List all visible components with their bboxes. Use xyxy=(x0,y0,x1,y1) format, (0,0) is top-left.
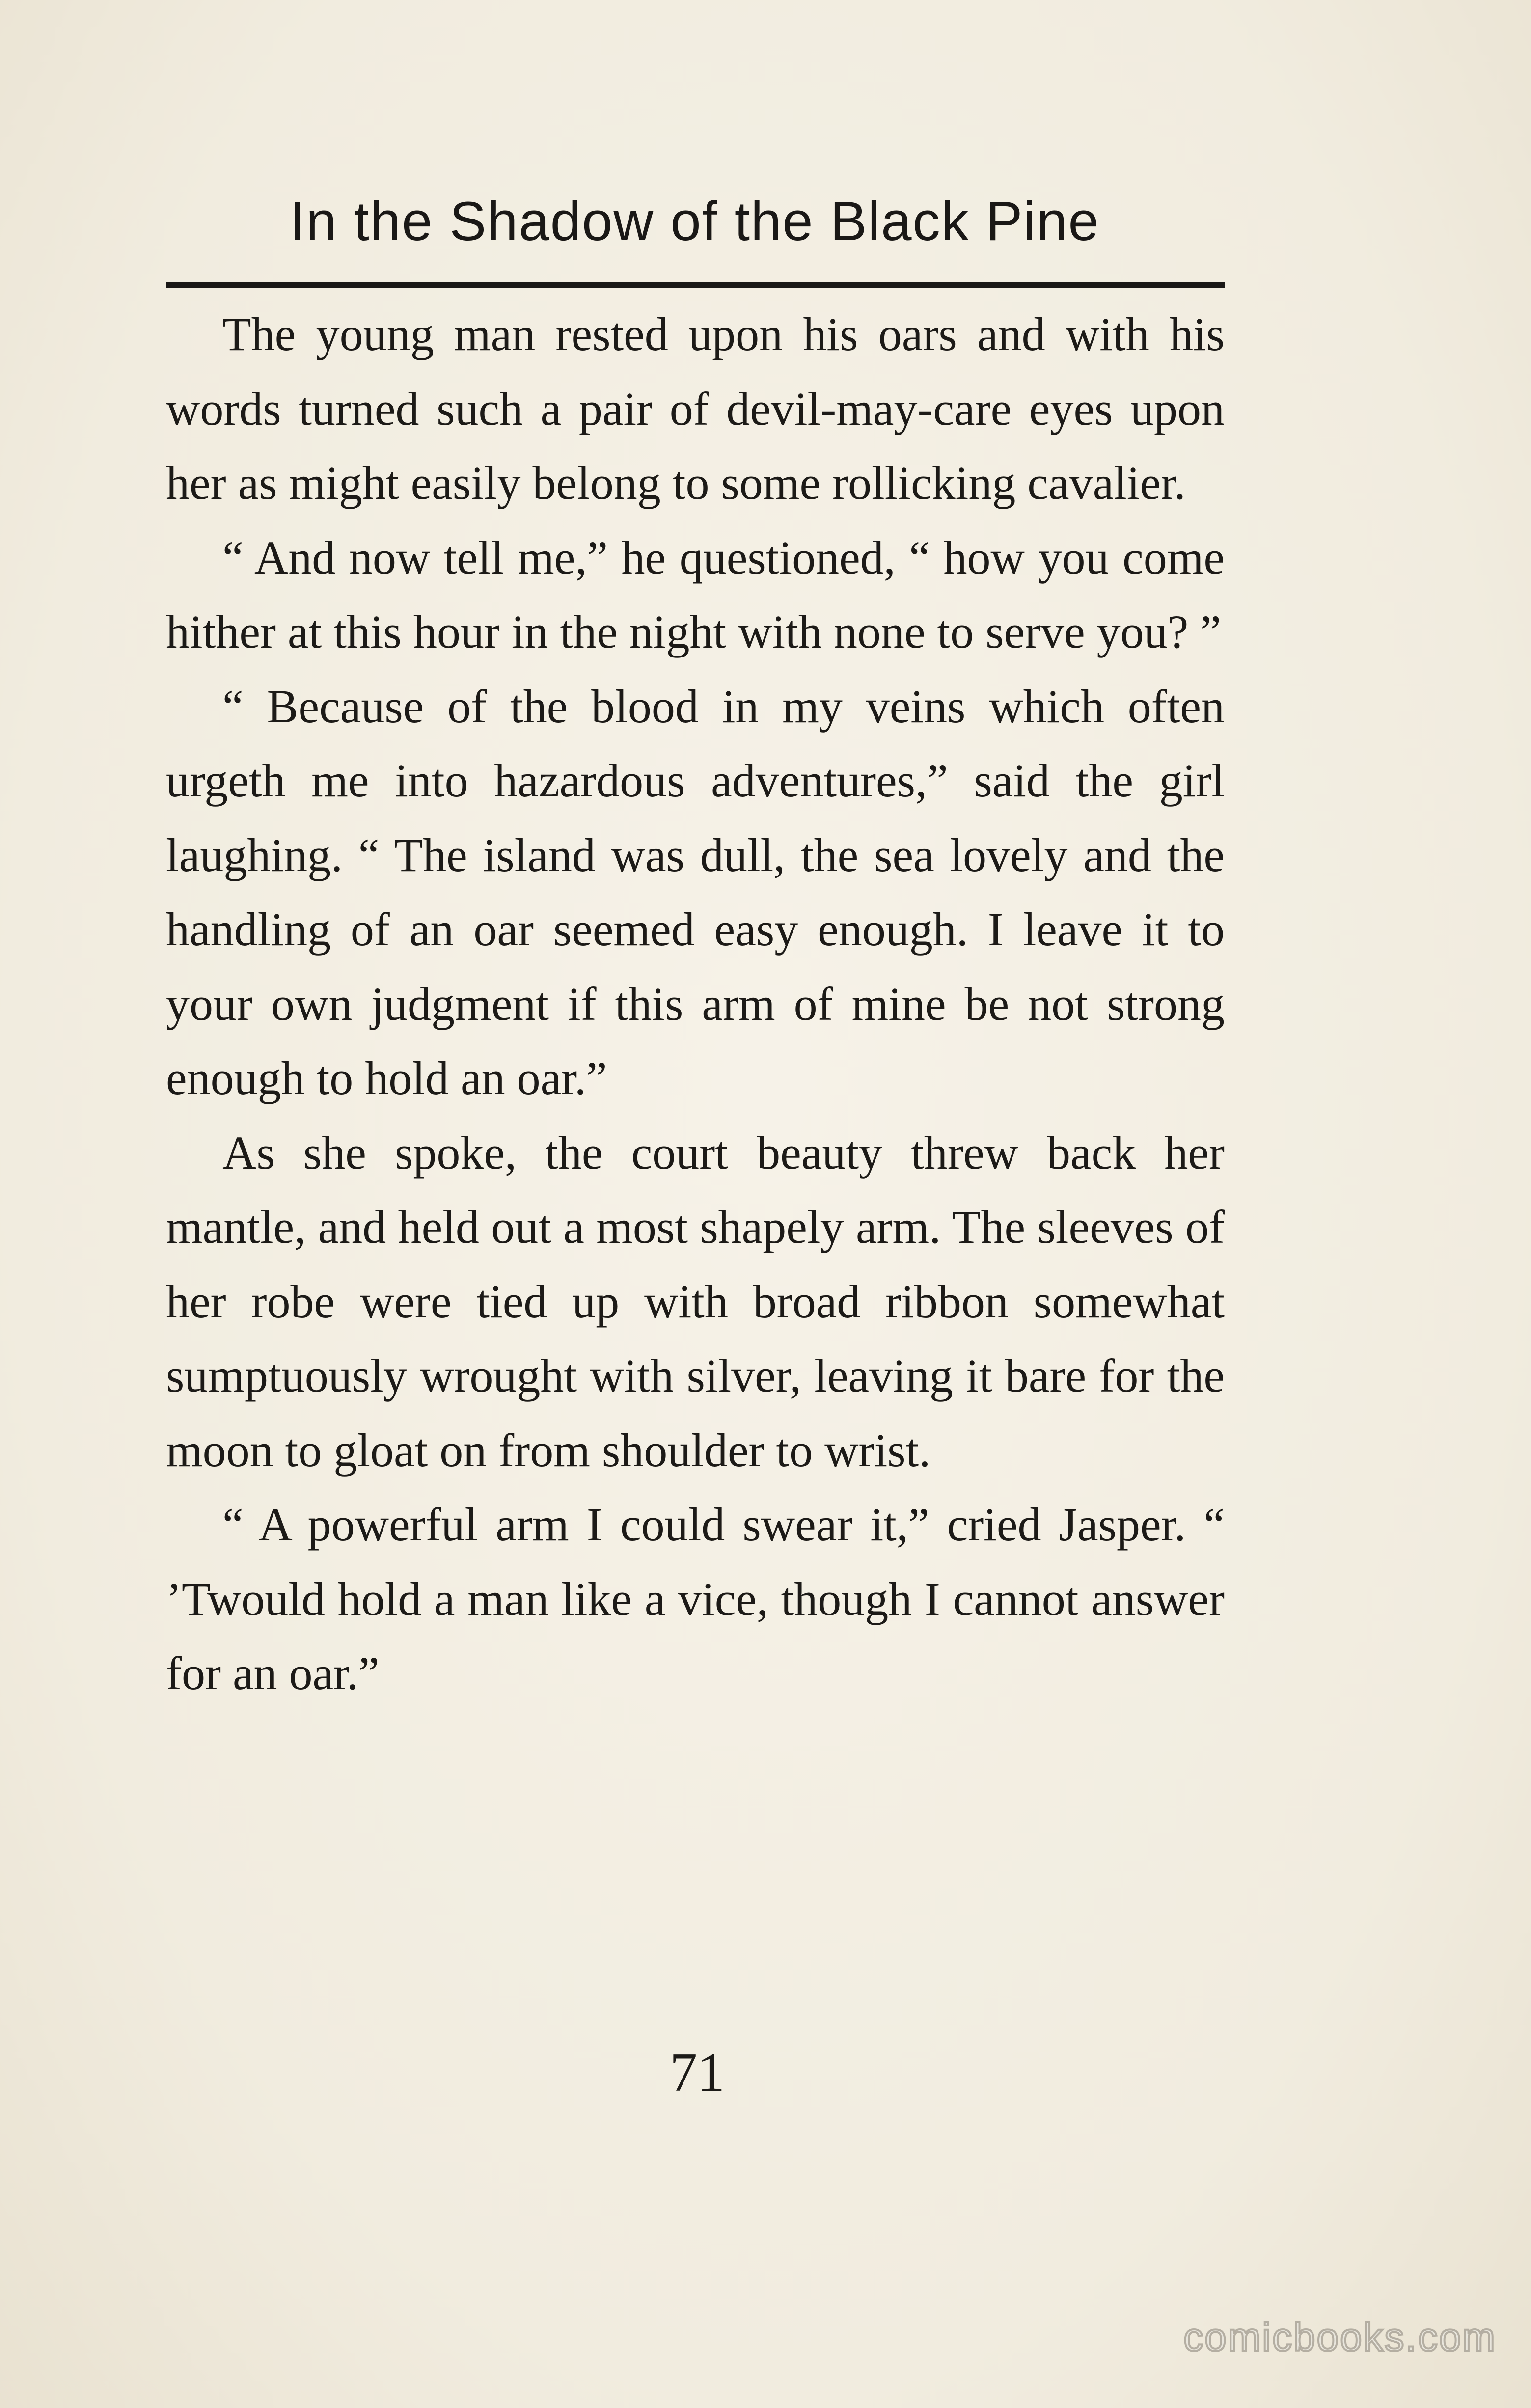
watermark: comicbooks.com xyxy=(1183,2315,1497,2359)
paragraph: As she spoke, the court beauty threw back her mantle, and held out a most shapely arm. The sleeves of her robe were tied up with broad ribbon somewhat sumptuously wrought with silver, leaving it bare for the moon to gloat on from shoulder to wrist. xyxy=(166,1126,1225,1477)
paragraph: The young man rested upon his oars and with his words turned such a pair of devil-may-care eyes upon her as might easily belong to some rollicking cavalier. xyxy=(166,308,1225,509)
paragraph: “ Because of the blood in my veins which often urgeth me into hazardous adventures,” said the girl laughing. “ The island was dull, the sea lovely and the handling of an oar seemed easy enough. I leave it to your own judgment if this arm of mine be not strong enough to hold an oar.” xyxy=(166,680,1225,1104)
page-number: 71 xyxy=(670,2042,725,2103)
body-text xyxy=(166,297,1225,1711)
paragraph: “ A powerful arm I could swear it,” cried Jasper. “ ’Twould hold a man like a vice, though I cannot answer for an oar.” xyxy=(166,1498,1225,1699)
header-rule xyxy=(166,282,1225,288)
paragraph: “ And now tell me,” he questioned, “ how you come hither at this hour in the night with none to serve you? ” xyxy=(166,531,1225,658)
running-header: In the Shadow of the Black Pine xyxy=(290,191,1100,252)
